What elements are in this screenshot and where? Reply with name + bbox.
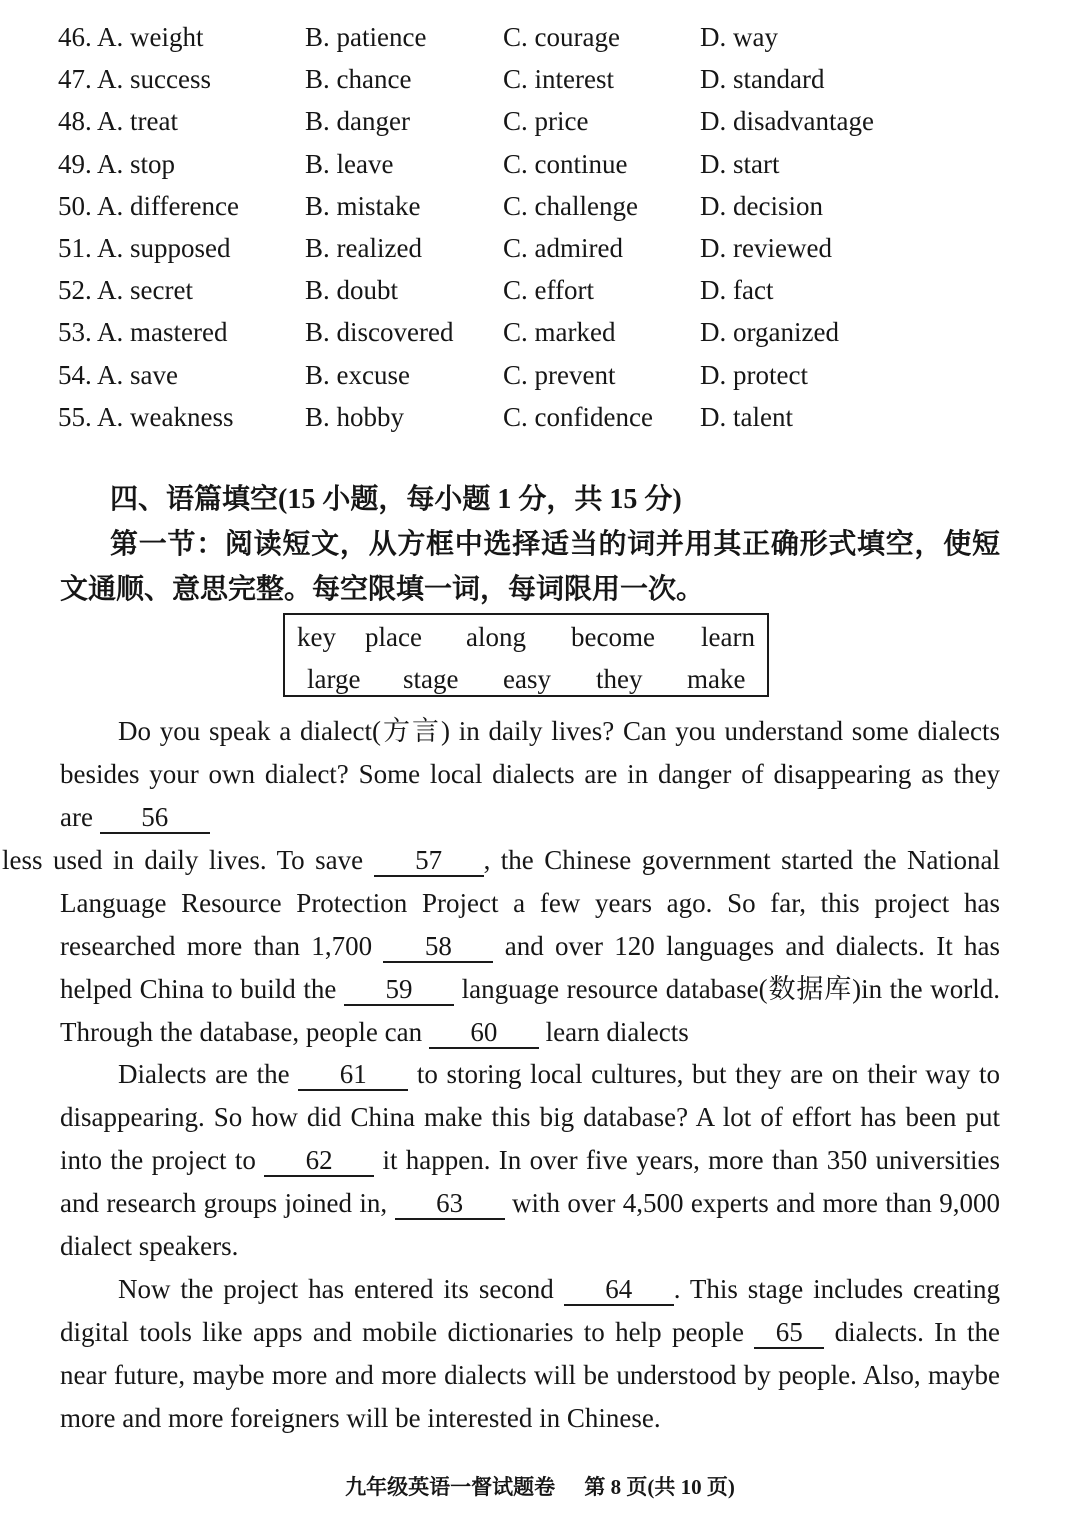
question-row-54	[58, 354, 1018, 396]
passage-paragraph-1	[2, 710, 1001, 1054]
option-a: 48. A. treat	[58, 106, 178, 137]
blank-63: 63	[395, 1188, 505, 1220]
word-easy: easy	[503, 664, 551, 694]
option-b: B. realized	[305, 232, 422, 263]
word-they: they	[596, 664, 643, 694]
question-row-46	[58, 16, 1018, 58]
blank-57: 57	[374, 845, 484, 877]
word-box	[283, 613, 769, 697]
option-d: D. reviewed	[700, 232, 832, 263]
footer-page-number: 第 8 页(共 10 页)	[584, 1475, 735, 1499]
option-c: C. courage	[503, 22, 620, 52]
option-b: B. doubt	[305, 275, 399, 306]
option-d: D. standard	[700, 64, 825, 95]
passage-text: it happen. In over five years, more than 350 universities and research groups joined in,	[60, 1145, 1001, 1218]
option-b: B. excuse	[305, 359, 410, 390]
passage-text: dialects. In the near future, maybe more and more dialects will be understood by people. Also, maybe more and more foreigners will be interested in Chinese.	[60, 1317, 1000, 1433]
blank-60: 60	[429, 1017, 539, 1049]
option-b: B. mistake	[305, 190, 421, 221]
option-b: B. discovered	[305, 317, 454, 348]
option-a: 46. A. weight	[58, 22, 204, 52]
passage-text: language resource database(数据库)in the world. Through the database, people can	[60, 974, 1001, 1047]
option-d: D. talent	[700, 401, 793, 432]
question-row-47	[58, 58, 1018, 100]
word-along: along	[466, 622, 526, 652]
blank-61: 61	[298, 1059, 408, 1091]
option-b: B. hobby	[305, 401, 405, 432]
word-key: key	[297, 622, 336, 652]
option-c: C. marked	[503, 317, 616, 348]
question-row-49	[58, 143, 1018, 185]
question-row-50	[58, 185, 1018, 227]
option-a: 52. A. secret	[58, 275, 193, 306]
blank-62: 62	[264, 1145, 374, 1177]
passage-text: learn dialects	[545, 1017, 689, 1047]
word-place: place	[365, 622, 422, 652]
option-a: 55. A. weakness	[58, 401, 234, 432]
question-row-48	[58, 100, 1018, 142]
option-a: 50. A. difference	[58, 190, 239, 221]
blank-64: 64	[564, 1274, 674, 1306]
question-row-52	[58, 269, 1018, 311]
option-d: D. start	[700, 148, 780, 179]
option-b: B. patience	[305, 22, 427, 52]
word-make: make	[687, 664, 746, 694]
option-c: C. interest	[503, 64, 614, 95]
passage-text: and over 120 languages and dialects. It has helped China to build the	[60, 931, 1001, 1004]
section-title: 四、语篇填空(15 小题，每小题 1 分，共 15 分)	[110, 484, 682, 515]
option-d: D. way	[700, 22, 778, 52]
option-b: B. danger	[305, 106, 410, 137]
word-stage: stage	[403, 664, 459, 694]
passage-text: Do you speak a dialect(方言) in daily lives? Can you understand some dialects besides your own dialect? Some local dialects are in danger of disappearing as they are	[60, 716, 1000, 832]
word-box-row-1	[285, 615, 767, 657]
option-c: C. price	[503, 106, 589, 137]
word-box-row-2	[285, 657, 767, 699]
option-c: C. confidence	[503, 401, 653, 432]
section-instruction: 第一节：阅读短文，从方框中选择适当的词并用其正确形式填空，使短文通顺、意思完整。每空限填一词，每词限用一次。	[60, 529, 1000, 605]
option-d: D. fact	[700, 275, 774, 306]
option-c: C. prevent	[503, 359, 616, 390]
passage-text: to storing local cultures, but they are on their way to disappearing. So how did China make this big database? A lot of effort has been put into the project to	[60, 1059, 1001, 1175]
passage-text: Dialects are the	[118, 1059, 290, 1089]
passage-paragraph-2	[60, 1053, 1000, 1268]
footer-title: 九年级英语一督试题卷	[345, 1475, 556, 1499]
option-a: 54. A. save	[58, 359, 178, 390]
option-a: 49. A. stop	[58, 148, 176, 179]
multiple-choice-options	[58, 16, 1018, 438]
question-row-55	[58, 396, 1018, 438]
option-d: D. disadvantage	[700, 106, 874, 137]
option-b: B. leave	[305, 148, 394, 179]
page-footer	[0, 1470, 1080, 1504]
option-a: 53. A. mastered	[58, 317, 228, 348]
option-d: D. protect	[700, 359, 808, 390]
option-d: D. decision	[700, 190, 823, 221]
option-c: C. effort	[503, 275, 594, 306]
passage-text: with over 4,500 experts and more than 9,000 dialect speakers.	[60, 1188, 1001, 1261]
passage-text: Now the project has entered its second	[118, 1274, 554, 1304]
passage-paragraph-3	[60, 1268, 1000, 1440]
blank-58: 58	[383, 931, 493, 963]
option-c: C. admired	[503, 232, 623, 263]
passage-text: . This stage includes creating digital tools like apps and mobile dictionaries to help people	[60, 1274, 1000, 1347]
blank-65: 65	[754, 1317, 824, 1349]
word-large: large	[307, 664, 361, 694]
option-c: C. continue	[503, 148, 628, 179]
passage-text: , the Chinese government started the National Language Resource Protection Project a few years ago. So far, this project has researched more than 1,700	[60, 845, 1000, 961]
option-a: 51. A. supposed	[58, 232, 231, 263]
question-row-51	[58, 227, 1018, 269]
blank-59: 59	[344, 974, 454, 1006]
option-d: D. organized	[700, 317, 839, 348]
word-become: become	[571, 622, 655, 652]
question-row-53	[58, 311, 1018, 353]
passage-text: less used in daily lives. To save	[2, 845, 364, 875]
option-a: 47. A. success	[58, 64, 211, 95]
blank-56: 56	[100, 802, 210, 834]
word-learn: learn	[701, 622, 755, 652]
option-b: B. chance	[305, 64, 412, 95]
option-c: C. challenge	[503, 190, 638, 221]
